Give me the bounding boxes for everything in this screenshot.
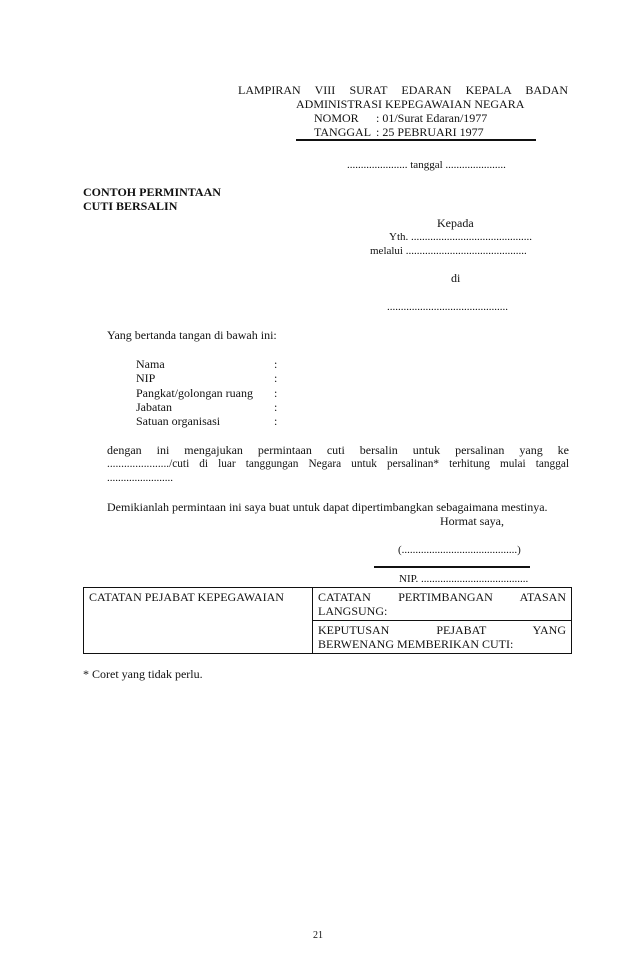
notes-pejabat-kepegawaian-cell: [84, 588, 313, 654]
signature-line: [374, 566, 530, 568]
notes-keputusan-label-line-1: KEPUTUSAN PEJABAT YANG: [318, 623, 566, 637]
body-line-3: ........................: [107, 472, 173, 484]
tanggal-label: TANGGAL: [314, 125, 372, 139]
intro-text: Yang bertanda tangan di bawah ini:: [107, 328, 277, 342]
field-label-jabatan: Jabatan: [136, 400, 172, 414]
header-line-2: ADMINISTRASI KEPEGAWAIAN NEGARA: [296, 97, 525, 111]
signature-hormat: Hormat saya,: [440, 514, 504, 528]
document-title-line-2: CUTI BERSALIN: [83, 199, 178, 213]
footnote: * Coret yang tidak perlu.: [83, 667, 203, 681]
header-line-1: LAMPIRAN VIII SURAT EDARAN KEPALA BADAN: [238, 83, 568, 97]
field-colon: :: [274, 371, 278, 385]
field-colon: :: [274, 357, 278, 371]
field-label-satuan-organisasi: Satuan organisasi: [136, 414, 221, 428]
field-colon: :: [274, 414, 278, 428]
recipient-place: ............................................: [387, 301, 508, 313]
nomor-value: : 01/Surat Edaran/1977: [376, 111, 488, 125]
notes-atasan-label-line-1: CATATAN PERTIMBANGAN ATASAN: [318, 590, 566, 604]
field-label-pangkat: Pangkat/golongan ruang: [136, 386, 253, 400]
closing-text: Demikianlah permintaan ini saya buat untuk dapat dipertimbangkan sebagaimana mestinya.: [107, 500, 548, 514]
document-title-line-1: CONTOH PERMINTAAN: [83, 185, 221, 199]
body-line-1: dengan ini mengajukan permintaan cuti bersalin untuk persalinan yang ke: [107, 443, 569, 457]
signature-nip: NIP. .......................................: [399, 573, 529, 585]
recipient-di: di: [451, 271, 461, 285]
field-colon: :: [274, 400, 278, 414]
field-colon: :: [274, 386, 278, 400]
recipient-yth: Yth. ............................................: [389, 231, 532, 243]
notes-atasan-label-line-2: LANGSUNG:: [318, 604, 388, 618]
tanggal-value: : 25 PEBRUARI 1977: [376, 125, 484, 139]
field-label-nip: NIP: [136, 371, 156, 385]
signature-name: (..........................................): [398, 544, 521, 556]
field-label-nama: Nama: [136, 357, 165, 371]
notes-atasan-cell: [313, 588, 572, 621]
recipient-kepada: Kepada: [437, 216, 474, 230]
notes-keputusan-label-line-2: BERWENANG MEMBERIKAN CUTI:: [318, 637, 514, 651]
page-number: 21: [313, 930, 323, 941]
header-underline: [296, 139, 536, 141]
notes-pejabat-kepegawaian-label: CATATAN PEJABAT KEPEGAWAIAN: [89, 590, 284, 604]
nomor-label: NOMOR: [314, 111, 359, 125]
body-line-2: ....................../cuti di luar tanggungan Negara untuk persalinan* terhitung mulai tanggal: [107, 458, 569, 470]
notes-table: [83, 587, 572, 654]
recipient-melalui: melalui ............................................: [370, 245, 527, 257]
date-line: ...................... tanggal ......................: [347, 159, 506, 171]
notes-keputusan-cell: [313, 621, 572, 654]
